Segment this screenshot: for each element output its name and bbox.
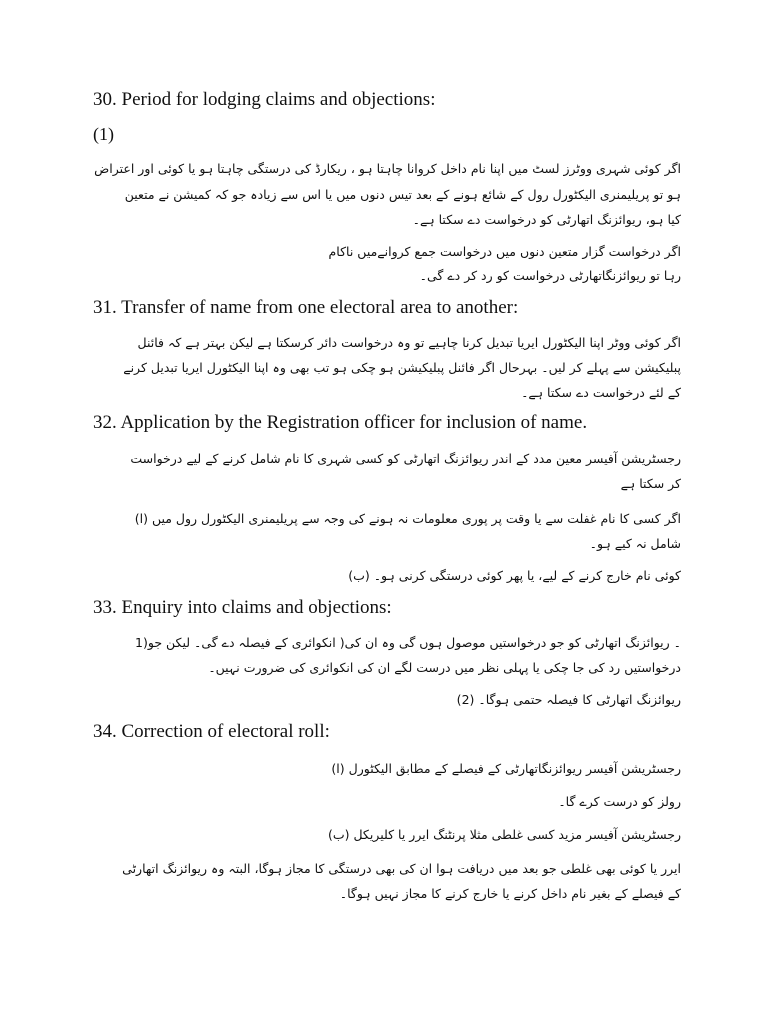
section-31-heading: 31. Transfer of name from one electoral area to another:	[93, 297, 519, 318]
section-34-para-3-line-1: رجسٹریشن آفیسر مزید کسی غلطی مثلا پرنٹنگ ایرر یا کلیریکل (ب)	[327, 827, 681, 842]
section-34-para-1-line-1: رجسٹریشن آفیسر ریوائزنگاتھارٹی کے فیصلے کے مطابق الیکٹورل (ا)	[331, 761, 681, 776]
section-31-para-1-line-2: پبلیکیشن سے پہلے کر لیں۔ بہرحال اگر فائنل پبلیکیشن ہو چکی ہو تب بھی وہ اپنا الیکٹورل ایریا تبدیل کرنے	[123, 360, 681, 375]
section-30-para-1-line-2: ہو تو پریلیمنری الیکٹورل رول کے شائع ہونے کے بعد تیس دنوں میں یا اس سے زیادہ جو کہ کمیشن نے متعین	[124, 187, 681, 202]
section-32-para-2-line-2: شامل نہ کیے ہو۔	[589, 536, 681, 551]
section-34-para-2-line-1: رولز کو درست کرے گا۔	[558, 794, 681, 809]
section-34-para-4-line-2: کے فیصلے کے بغیر نام داخل کرنے یا خارج کرنے کا مجاز نہیں ہوگا۔	[339, 886, 681, 901]
section-30-para-2-line-1: اگر درخواست گزار متعین دنوں میں درخواست جمع کروانےمیں ناکام	[328, 244, 681, 259]
section-30-para-2-line-2: رہا تو ریوائزنگاتھارٹی درخواست کو رد کر دے گی۔	[419, 268, 681, 283]
section-31-para-1-line-1: اگر کوئی ووٹر اپنا الیکٹورل ایریا تبدیل کرنا چاہیے تو وہ درخواست دائر کرسکتا ہے لیکن بہتر ہے کہ فائنل	[137, 335, 681, 350]
section-32-para-1-line-1: رجسٹریشن آفیسر معین مدد کے اندر ریوائزنگ اتھارٹی کو کسی شہری کا نام شامل کرنے کے لیے درخواست	[130, 451, 681, 466]
section-32-para-3-line-1: کوئی نام خارج کرنے کے لیے، یا پھر کوئی درستگی کرنی ہو۔ (ب)	[348, 568, 681, 583]
section-33-para-2-line-1: ریوائزنگ اتھارٹی کا فیصلہ حتمی ہوگا۔ (2)	[456, 692, 681, 707]
section-32-para-2-line-1: اگر کسی کا نام غفلت سے یا وقت پر پوری معلومات نہ ہونے کی وجہ سے پریلیمنری الیکٹورل رول میں (ا)	[134, 511, 681, 526]
section-34-heading: 34. Correction of electoral roll:	[93, 721, 330, 742]
section-30-para-1-line-3: کیا ہو، ریوائزنگ اتھارٹی کو درخواست دے سکتا ہے۔	[412, 212, 681, 227]
section-32-para-1-line-2: کر سکتا ہے	[620, 476, 681, 491]
section-33-para-1-line-2: درخواستیں رد کی جا چکی یا پہلی نظر میں درست لگے ان کی انکوائری کی ضرورت نہیں۔	[208, 660, 681, 675]
section-31-para-1-line-3: کے لئے درخواست دے سکتا ہے۔	[521, 385, 681, 400]
section-30-heading: 30. Period for lodging claims and objections:	[93, 89, 436, 110]
section-33-heading: 33. Enquiry into claims and objections:	[93, 597, 392, 618]
section-30-subheading: (1)	[93, 124, 114, 144]
section-30-para-1-line-1: اگر کوئی شہری ووٹرز لسٹ میں اپنا نام داخل کروانا چاہتا ہو ، ریکارڈ کی درستگی چاہتا ہو یا کوئی اور اعتراض	[94, 161, 681, 176]
section-32-heading: 32. Application by the Registration officer for inclusion of name.	[93, 412, 588, 433]
section-33-para-1-line-1: ۔ ریوائزنگ اتھارٹی کو جو درخواستیں موصول ہوں گی وہ ان کی( انکوائری کے فیصلہ دے گی۔ لیکن جو(1	[135, 635, 681, 650]
section-34-para-4-line-1: ایرر یا کوئی بھی غلطی جو بعد میں دریافت ہوا ان کی بھی درستگی کا مجاز ہوگا، البتہ وہ ریوائزنگ اتھارٹی	[122, 861, 681, 876]
